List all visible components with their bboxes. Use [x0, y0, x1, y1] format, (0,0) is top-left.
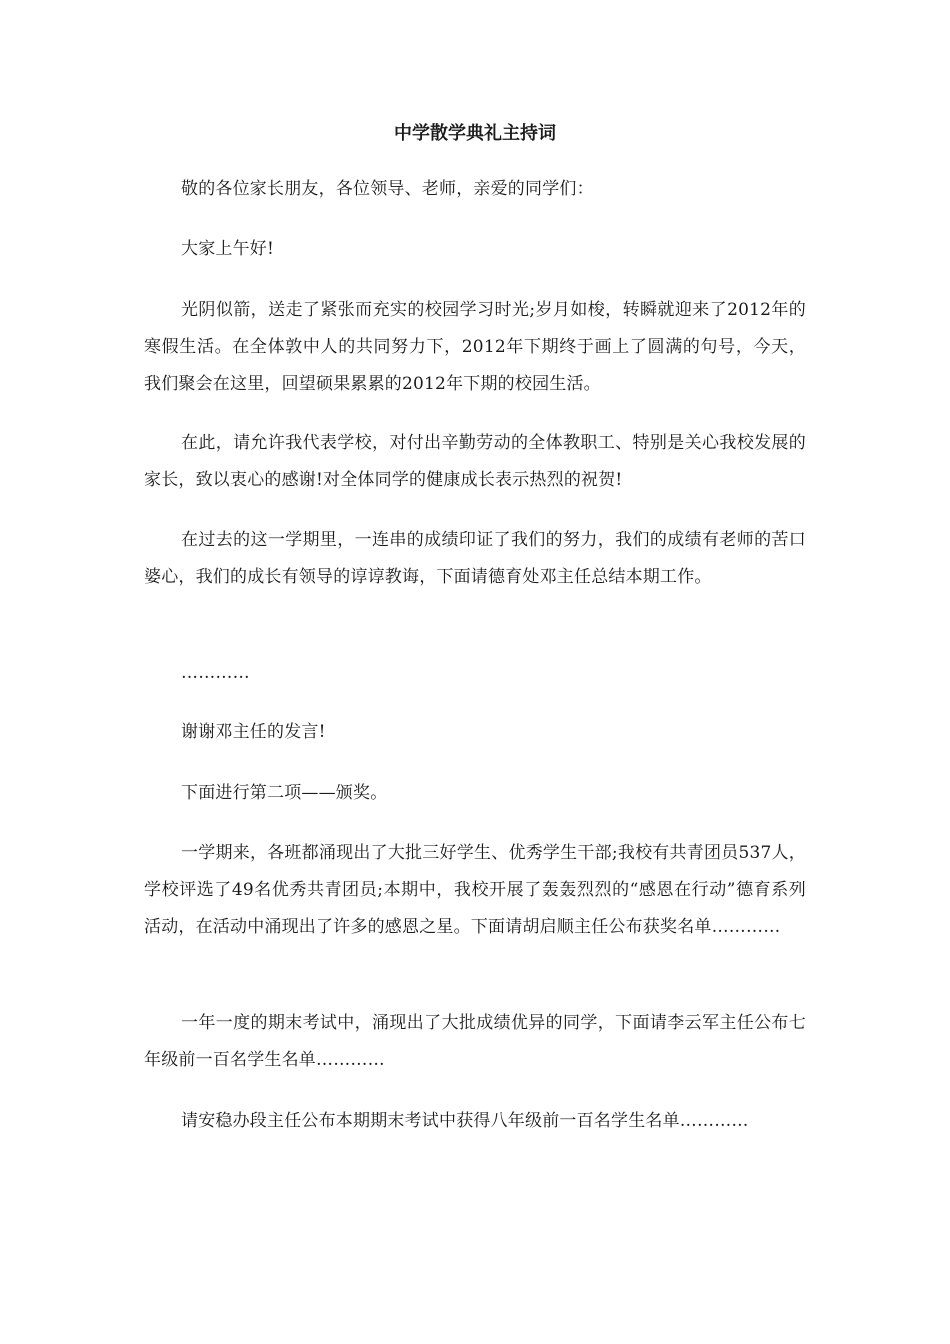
document-title: 中学散学典礼主持词 [394, 123, 556, 144]
paragraph-thanks-director: 谢谢邓主任的发言! [181, 722, 326, 742]
paragraph-time-flies: 光阴似箭，送走了紧张而充实的校园学习时光;岁月如梭，转瞬就迎来了2012年的寒假生活。在全体敦中人的共同努力下，2012年下期终于画上了圆满的句号，今天，我们聚会在这里，回望硕果累累的2012年下期的校园生活。 [144, 300, 806, 394]
paragraph-thanks: 在此，请允许我代表学校，对付出辛勤劳动的全体教职工、特别是关心我校发展的家长，致以衷心的感谢!对全体同学的健康成长表示热烈的祝贺! [144, 433, 806, 490]
paragraph-grade-seven: 一年一度的期末考试中，涌现出了大批成绩优异的同学，下面请李云军主任公布七年级前一百名学生名单………… [144, 1013, 806, 1070]
paragraph-awards-list: 一学期来，各班都涌现出了大批三好学生、优秀学生干部;我校有共青团员537人，学校评选了49名优秀共青团员;本期中，我校开展了轰轰烈烈的“感恩在行动”德育系列活动，在活动中涌现出了许多的感恩之星。下面请胡启顺主任公布获奖名单………… [144, 843, 806, 937]
paragraph-ellipsis: ………… [181, 663, 250, 683]
paragraph-semester-review: 在过去的这一学期里，一连串的成绩印证了我们的努力，我们的成绩有老师的苦口婆心，我们的成长有领导的谆谆教诲，下面请德育处邓主任总结本期工作。 [144, 530, 806, 587]
paragraph-grade-eight: 请安稳办段主任公布本期期末考试中获得八年级前一百名学生名单………… [181, 1111, 749, 1131]
paragraph-good-morning: 大家上午好! [181, 239, 275, 259]
paragraph-greeting: 敬的各位家长朋友，各位领导、老师，亲爱的同学们： [181, 179, 594, 199]
paragraph-awards-intro: 下面进行第二项——颁奖。 [181, 783, 388, 803]
